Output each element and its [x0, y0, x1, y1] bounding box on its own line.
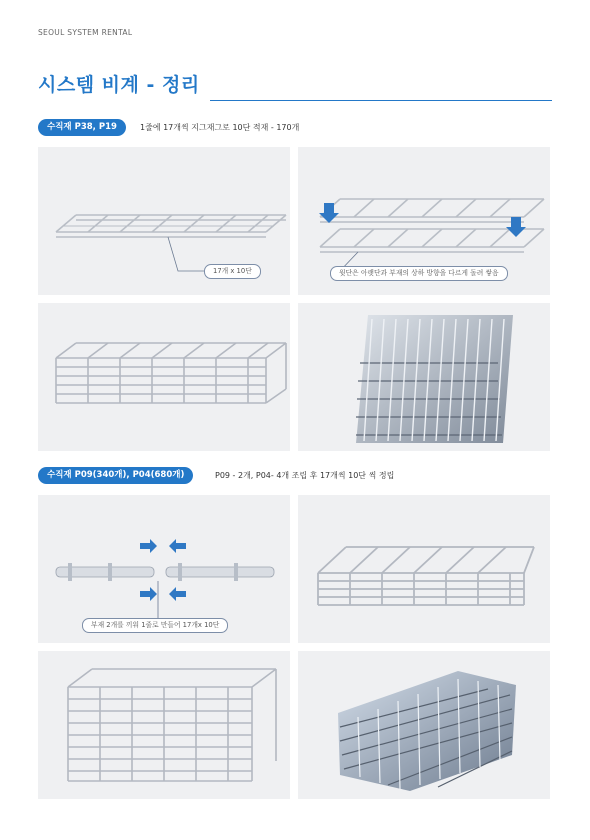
- photo-panel-pipe-stack: [298, 303, 550, 451]
- photo-panel-galvanized-stack: [298, 651, 550, 799]
- brand-name: SEOUL SYSTEM RENTAL: [38, 28, 133, 37]
- photo-panel-two-layers: [298, 147, 550, 295]
- rack-illustration: [38, 651, 290, 799]
- callout-label: 17개 x 10단: [204, 264, 261, 279]
- photo-panel-stacked: [38, 303, 290, 451]
- arrow-right-icon: [140, 539, 157, 553]
- pipe-stack-photo: [298, 303, 550, 451]
- section-badge: 수직재 P38, P19: [38, 119, 126, 136]
- section-badge: 수직재 P09(340개), P04(680개): [38, 467, 193, 484]
- arrow-left-icon: [169, 587, 186, 601]
- rack-illustration: [298, 495, 550, 643]
- arrow-right-icon: [140, 587, 157, 601]
- photo-panel-joining: [38, 495, 290, 643]
- page-title: 시스템 비계 - 정리: [38, 74, 200, 96]
- title-divider: [210, 100, 552, 101]
- arrow-down-icon: [506, 217, 526, 237]
- rack-illustration: [38, 303, 290, 451]
- arrow-down-icon: [319, 203, 339, 223]
- callout-label: 부재 2개를 끼워 1줄로 만들어 17개x 10단: [82, 618, 228, 633]
- section-description: 1줄에 17개씩 지그재그로 10단 적재 - 170개: [140, 123, 300, 132]
- callout-label: 윗단은 아랫단과 부재의 상하 방향을 다르게 돌려 쌓음: [330, 266, 508, 281]
- photo-panel-tall-stack: [38, 651, 290, 799]
- photo-panel-assembly: [298, 495, 550, 643]
- photo-panel-single-layer: [38, 147, 290, 295]
- arrow-left-icon: [169, 539, 186, 553]
- section-description: P09 - 2개, P04- 4개 조립 후 17개씩 10단 씩 정립: [215, 471, 395, 480]
- pipe-stack-photo: [298, 651, 550, 799]
